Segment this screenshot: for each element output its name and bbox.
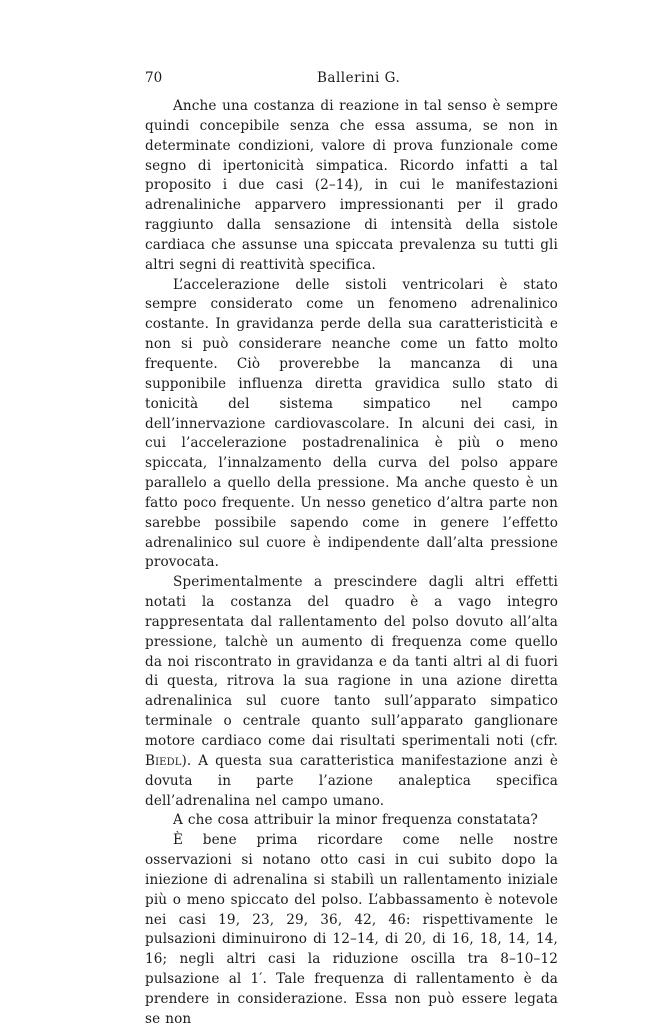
page-number: 70 [145, 70, 163, 86]
page-header [145, 70, 555, 90]
paragraph-5: È bene prima ricordare come nelle nostre osservazioni si notano otto casi in cui subito dopo la iniezione di adrenalina si stabilì un rallentamento iniziale più o meno spiccato del polso. L’abbassamento è notevole nei casi 19, 23, 29, 36, 42, 46: rispettivamente le pulsazioni diminuirono di 12–14, di 20, di 16, 18, 14, 14, 16; negli altri casi la riduzione oscilla tra 8–10–12 pulsazione al 1′. Tale frequenza di rallentamento è da prendere in considerazione. Essa non può essere legata se non [145, 832, 558, 1027]
paragraph-1: Anche una costanza di reazione in tal senso è sempre quindi concepibile senza che essa assuma, se non in determinate condizioni, valore di prova funzionale come segno di ipertonicità simpatica. Ricordo infatti a tal proposito i due casi (2–14), in cui le manifestazioni adrenaliniche apparvero impressionanti per il grado raggiunto dalla sensazione di intensità della sistole cardiaca che assunse una spiccata prevalenza su tutti gli altri segni di reattività specifica. [145, 98, 558, 273]
paragraph-3-text-before: Sperimentalmente a prescindere dagli altri effetti notati la costanza del quadro è a vago integro rappresentata dal rallentamento del polso dovuto all’alta pressione, talchè un aumento di frequenza come quello da noi riscontrato in gravidanza e da tanti altri al di fuori di questa, ritrova la sua ragione in una azione diretta adrenalinica sul cuore tanto sull’apparato simpatico terminale o centrale quanto sull’apparato ganglionare motore cardiaco come dai risultati sperimentali noti (cfr. [145, 574, 558, 749]
paragraph-2: L’accelerazione delle sistoli ventricolari è stato sempre considerato come un fenomeno adrenalinico costante. In gravidanza perde della sua caratteristicità e non si può considerare neanche come un fatto molto frequente. Ciò proverebbe la mancanza di una supponibile influenza diretta gravidica sullo stato di tonicità del sistema simpatico nel campo dell’innervazione cardiovascolare. In alcuni dei casi, in cui l’accelerazione postadrenalinica è più o meno spiccata, l’innalzamento della curva del polso appare parallelo a quello della pressione. Ma anche questo è un fatto poco frequente. Un nesso genetico d’altra parte non sarebbe possibile sapendo come in genere l’effetto adrenalinico sul cuore è indipendente dall’alta pressione provocata. [145, 276, 558, 571]
body-text [145, 97, 558, 1030]
cited-author: Biedl [145, 752, 182, 769]
paragraph-4: A che cosa attribuir la minor frequenza constatata? [173, 812, 538, 829]
paragraph-3 [145, 573, 558, 811]
running-head: Ballerini G. [317, 70, 401, 86]
paragraph-3-text-after: ). A questa sua caratteristica manifestazione anzi è dovuta in parte l’azione analeptica specifica dell’adrenalina nel campo umano. [145, 752, 558, 809]
